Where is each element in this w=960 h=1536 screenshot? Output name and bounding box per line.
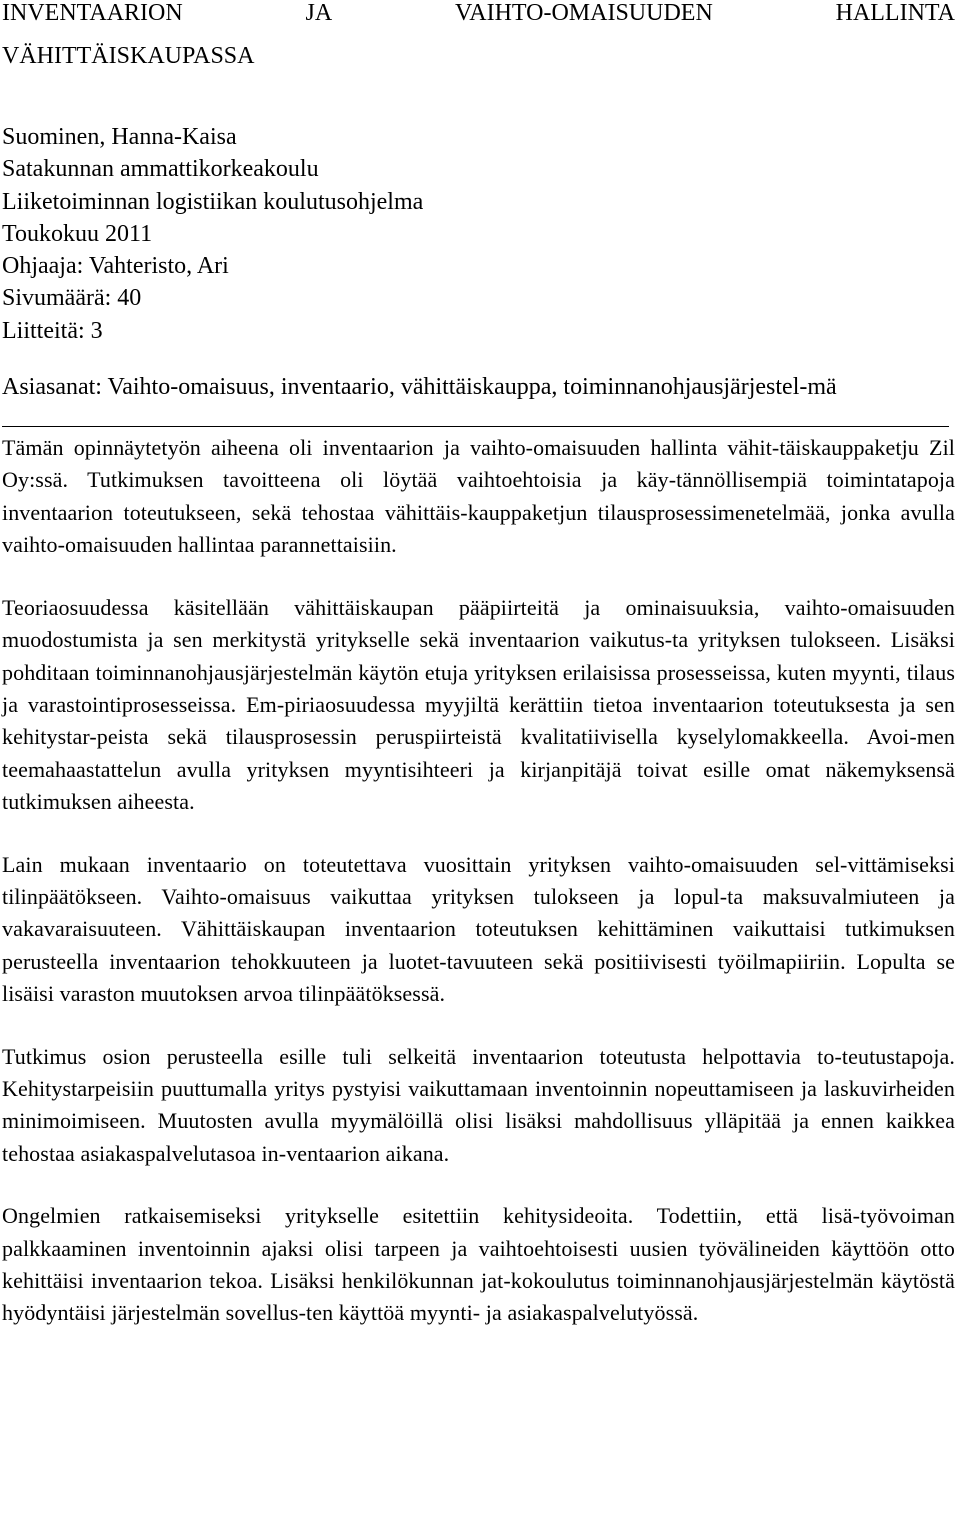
appendix-count: Liitteitä: 3 — [2, 317, 103, 344]
degree-programme: Liiketoiminnan logistiikan koulutusohjelma — [2, 188, 424, 215]
title-word: INVENTAARION — [2, 0, 183, 26]
author: Suominen, Hanna-Kaisa — [2, 124, 237, 150]
document-title-line-1 — [2, 0, 955, 26]
abstract-paragraph: Tämän opinnäytetyön aiheena oli inventaarion ja vaihto-omaisuuden hallinta vähit-täiskauppaketju Zil Oy:ssä. Tutkimuksen tavoitteena oli löytää vaihtoehtoisia ja käy-tännöllisempiä toimintatapoja inventaarion toteutukseen, sekä tehostaa vähittäis-kauppaketjun tilausprosessimenetelmää, jonka avulla vaihto-omaisuuden hallintaa parannettaisiin. — [2, 435, 955, 558]
title-word: VAIHTO-OMAISUUDEN — [455, 0, 713, 26]
document-page — [2, 0, 955, 1330]
abstract-paragraph: Ongelmien ratkaisemiseksi yritykselle esitettiin kehitysideoita. Todettiin, että lisä-työvoiman palkkaaminen inventoinnin ajaksi olisi tarpeen ja vaihtoehtoisesti uusien työvälineiden käyttöön otto kehittäisi inventaarion tekoa. Lisäksi henkilökunnan jat-kokoulutus toiminnanohjausjärjestelmän käytöstä hyödyntäisi järjestelmän sovellus-ten käyttöä myynti- ja asiakaspalvelutyössä. — [2, 1203, 955, 1326]
page-count: Sivumäärä: 40 — [2, 285, 142, 312]
institution: Satakunnan ammattikorkeakoulu — [2, 156, 319, 183]
title-word: JA — [305, 0, 333, 26]
divider-line — [2, 426, 949, 427]
abstract — [2, 432, 955, 1330]
thesis-metadata — [2, 121, 955, 347]
abstract-paragraph: Teoriaosuudessa käsitellään vähittäiskaupan pääpiirteitä ja ominaisuuksia, vaihto-omaisuuden muodostumista ja sen merkitystä yritykselle sekä inventaarion vaikutus-ta yrityksen tulokseen. Lisäksi pohditaan toiminnanohjausjärjestelmän käytön etuja yrityksen erilaisissa prosesseissa, kuten myynti, tilaus ja varastointiprosesseissa. Em-piriaosuudessa myyjiltä kerättiin tietoa inventaarion toteutuksesta ja sen kehitystar-peista sekä tilausprosessin peruspiirteistä kvalitatiivisella kyselylomakkeella. Avoi-men teemahaastattelun avulla yrityksen myyntisihteeri ja kirjanpitäjä toivat esille omat näkemyksensä tutkimuksen aiheesta. — [2, 594, 955, 815]
abstract-paragraph: Lain mukaan inventaario on toteutettava vuosittain yrityksen vaihto-omaisuuden sel-vittämiseksi tilinpäätökseen. Vaihto-omaisuus vaikuttaa yrityksen tulokseen ja lopul-ta maksuvalmiuteen ja vakavaraisuuteen. Vähittäiskaupan inventaarion toteutuksen kehittäminen vaikuttaisi tutkimuksen perusteella inventaarion tehokkuuteen ja luotet-tavuuteen sekä positiivisesti työilmapiiriin. Lopulta se lisäisi varaston muutoksen arvoa tilinpäätöksessä. — [2, 851, 955, 1007]
document-title-line-2: VÄHITTÄISKAUPASSA — [2, 43, 255, 69]
abstract-paragraph: Tutkimus osion perusteella esille tuli selkeitä inventaarion toteutusta helpottavia to-teutustapoja. Kehitystarpeisiin puuttumalla yritys pystyisi vaikuttamaan inventoinnin nopeuttamiseen ja laskuvirheiden minimoimiseen. Muutosten avulla myymälöillä olisi lisäksi mahdollisuus ylläpitää ja ennen kaikkea tehostaa asiakaspalvelutasoa in-ventaarion aikana. — [2, 1043, 955, 1166]
date: Toukokuu 2011 — [2, 220, 153, 247]
supervisor: Ohjaaja: Vahteristo, Ari — [2, 253, 229, 280]
title-word: HALLINTA — [835, 0, 955, 26]
keywords: Asiasanat: Vaihto-omaisuus, inventaario, vähittäiskauppa, toiminnanohjausjärjestel-mä — [2, 374, 837, 401]
